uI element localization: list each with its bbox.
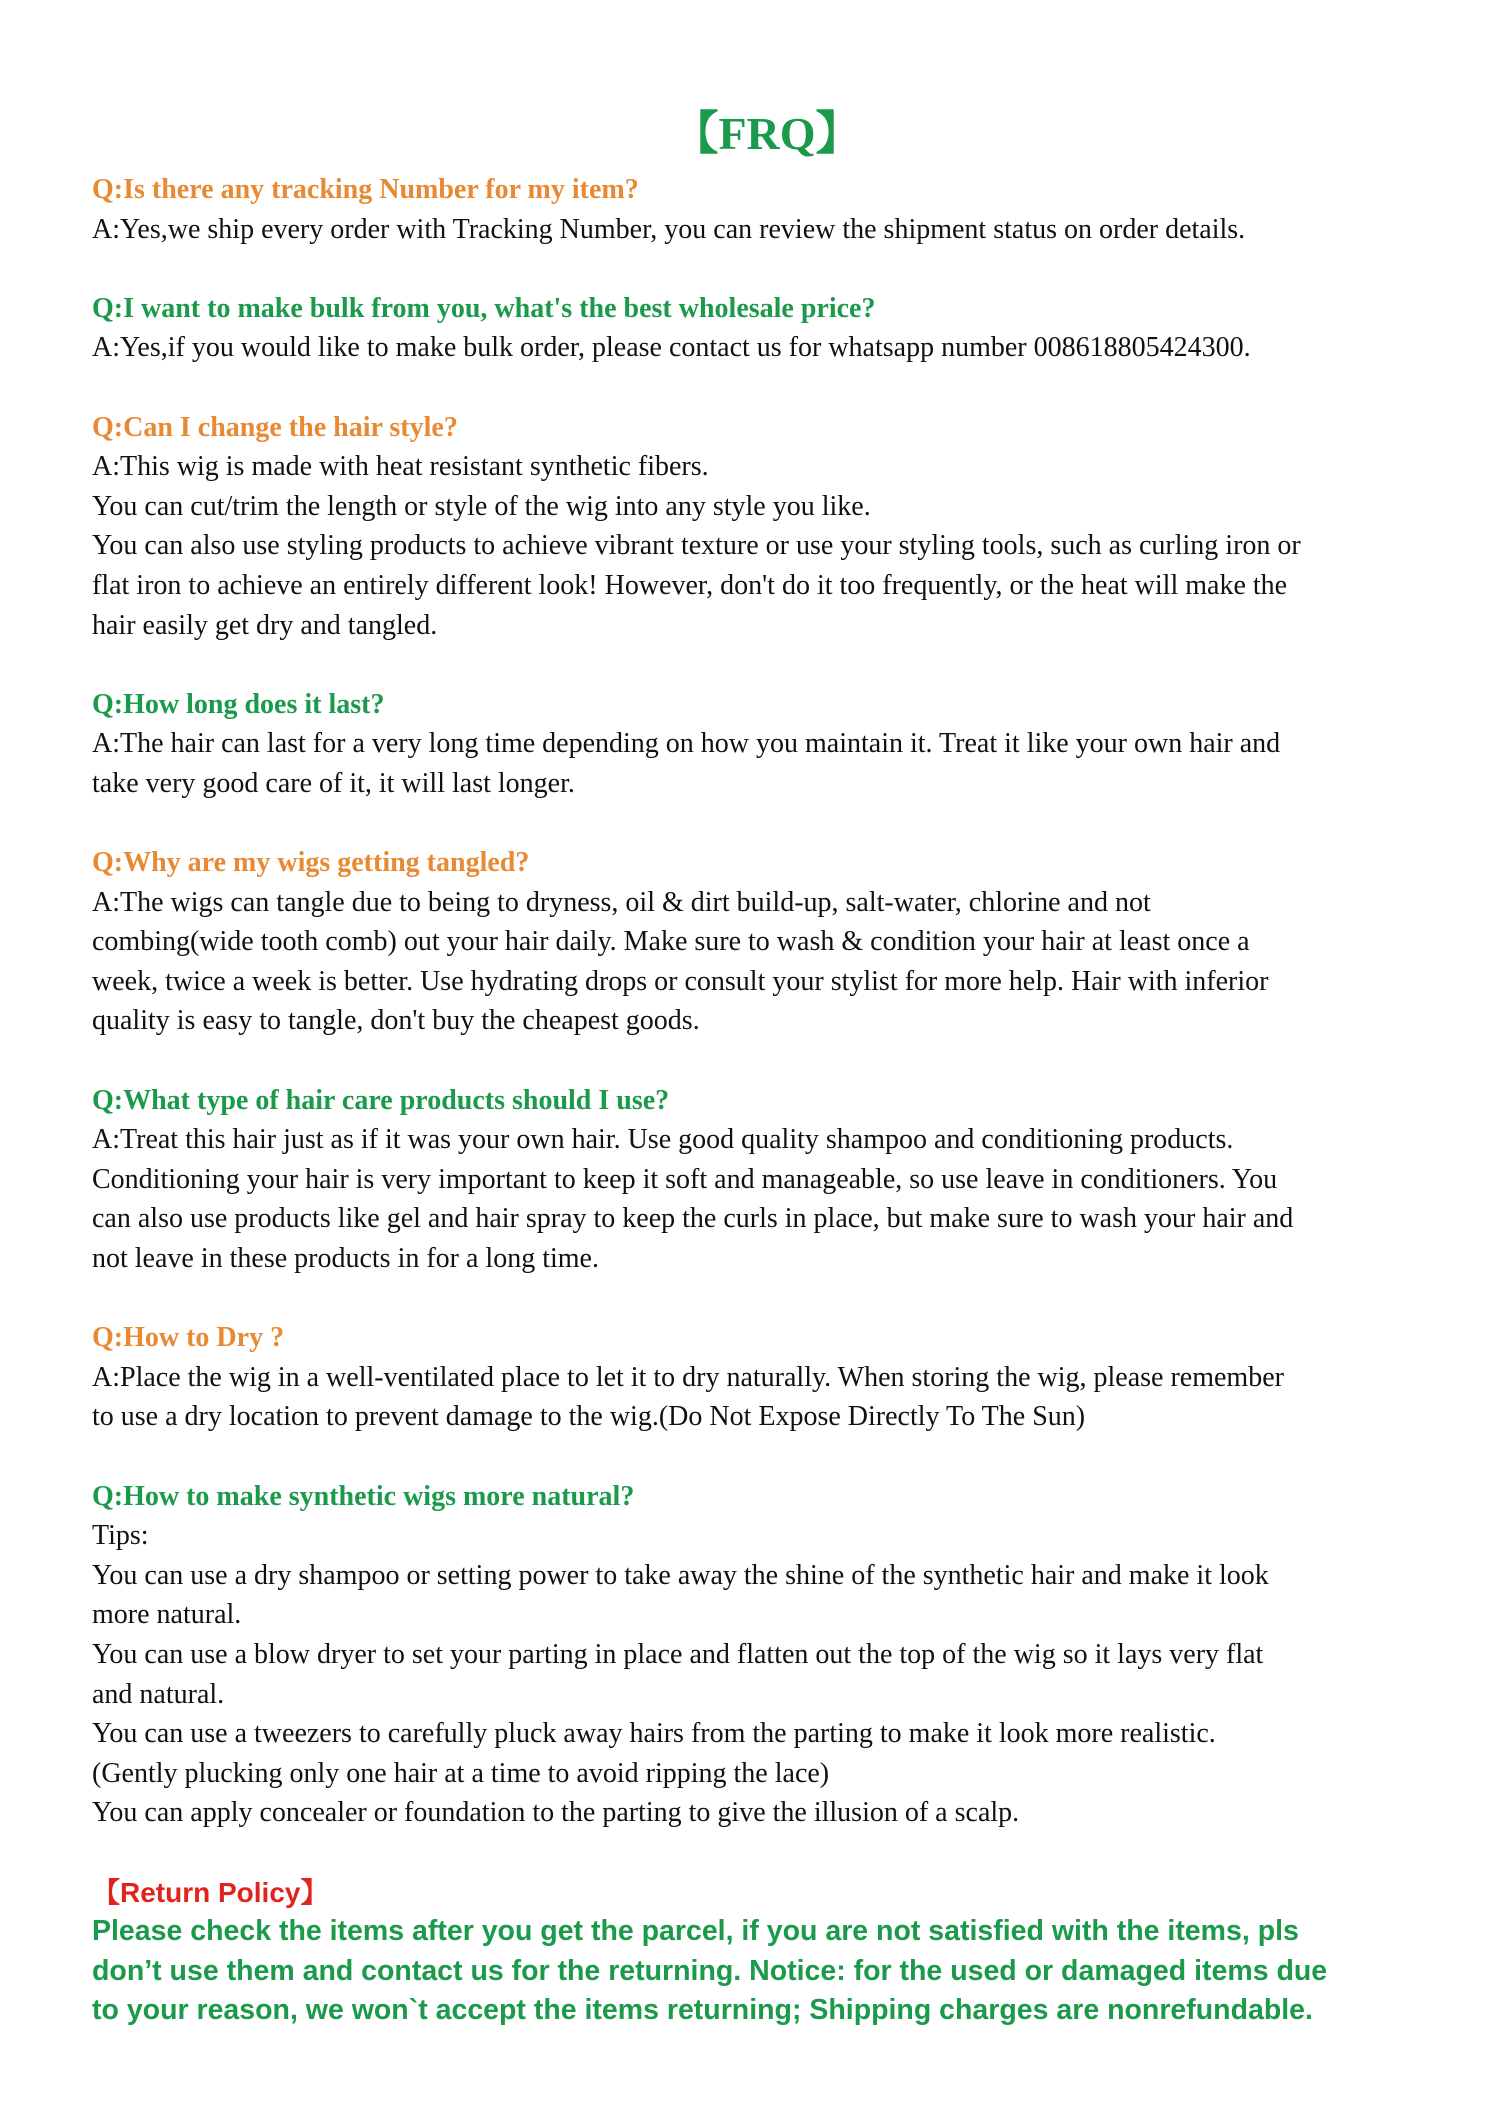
spacer <box>92 1437 1432 1477</box>
faq-item-tangled <box>92 843 1432 1041</box>
spacer <box>92 1279 1432 1319</box>
spacer <box>92 368 1432 408</box>
faq-item-wholesale <box>92 289 1432 368</box>
faq-answer: A:The wigs can tangle due to being to dryness, oil & dirt build-up, salt-water, chlorine and not combing(wide tooth comb) out your hair daily. Make sure to wash & condition your hair at least once a week, twice a week is better. Use hydrating drops or consult your stylist for more help. Hair with inferior quality is easy to tangle, don't buy the cheapest goods. <box>92 886 1269 1037</box>
faq-answer: A:Yes,we ship every order with Tracking Number, you can review the shipment status on order details. <box>92 213 1246 245</box>
faq-item-tracking <box>92 170 1432 249</box>
spacer <box>92 804 1432 844</box>
faq-answer: A:Yes,if you would like to make bulk order, please contact us for whatsapp number 008618805424300. <box>92 332 1251 364</box>
spacer <box>92 249 1432 289</box>
faq-question: Q:Is there any tracking Number for my item? <box>92 174 639 205</box>
return-policy <box>92 1873 1432 2031</box>
faq-question: Q:How long does it last? <box>92 688 385 720</box>
faq-answer: A:The hair can last for a very long time depending on how you maintain it. Treat it like your own hair and take very good care of it, it will last longer. <box>92 728 1281 799</box>
faq-item-how-long <box>92 685 1432 804</box>
faq-document <box>92 98 1432 2031</box>
spacer <box>92 1041 1432 1081</box>
faq-question: Q:Why are my wigs getting tangled? <box>92 847 530 879</box>
faq-item-how-to-dry <box>92 1318 1432 1437</box>
faq-item-hair-style <box>92 408 1432 646</box>
faq-answer: A:This wig is made with heat resistant synthetic fibers. You can cut/trim the length or style of the wig into any style you like. You can also use styling products to achieve vibrant texture or use your styling tools, such as curling iron or flat iron to achieve an entirely different look! However, don't do it too frequently, or the heat will make the hair easily get dry and tangled. <box>92 451 1301 641</box>
faq-item-care-products <box>92 1081 1432 1279</box>
faq-question: Q:I want to make bulk from you, what's the best wholesale price? <box>92 292 876 324</box>
faq-question: Q:How to make synthetic wigs more natural? <box>92 1480 635 1512</box>
faq-question: Q:How to Dry ? <box>92 1322 285 1354</box>
faq-question: Q:Can I change the hair style? <box>92 411 458 443</box>
faq-answer: A:Place the wig in a well-ventilated place to let it to dry naturally. When storing the wig, please remember to use a dry location to prevent damage to the wig.(Do Not Expose Directly To The Sun) <box>92 1361 1284 1433</box>
spacer <box>92 645 1432 685</box>
faq-item-more-natural <box>92 1477 1432 1833</box>
faq-answer: A:Treat this hair just as if it was your own hair. Use good quality shampoo and conditioning products. Conditioning your hair is very important to keep it soft and manageable, so use leave in conditioners. You can also use products like gel and hair spray to keep the curls in place, but make sure to wash your hair and not leave in these products in for a long time. <box>92 1124 1294 1275</box>
page-title: 【FRQ】 <box>672 108 862 159</box>
return-policy-title: 【Return Policy】 <box>92 1876 329 1908</box>
faq-question: Q:What type of hair care products should I use? <box>92 1084 670 1116</box>
faq-answer: Tips: You can use a dry shampoo or setting power to take away the shine of the synthetic hair and make it look more natural. You can use a blow dryer to set your parting in place and flatten out the top of the wig so it lays very flat and natural. You can use a tweezers to carefully pluck away hairs from the parting to make it look more realistic. (Gently plucking only one hair at a time to avoid ripping the lace) You can apply concealer or foundation to the parting to give the illusion of a scalp. <box>92 1520 1269 1829</box>
return-policy-body: Please check the items after you get the parcel, if you are not satisfied with the items, pls don’t use them and contact us for the returning. Notice: for the used or damaged items due to your reason, we won`t accept the items returning; Shipping charges are nonrefundable. <box>92 1915 1328 2027</box>
spacer <box>92 1833 1432 1873</box>
